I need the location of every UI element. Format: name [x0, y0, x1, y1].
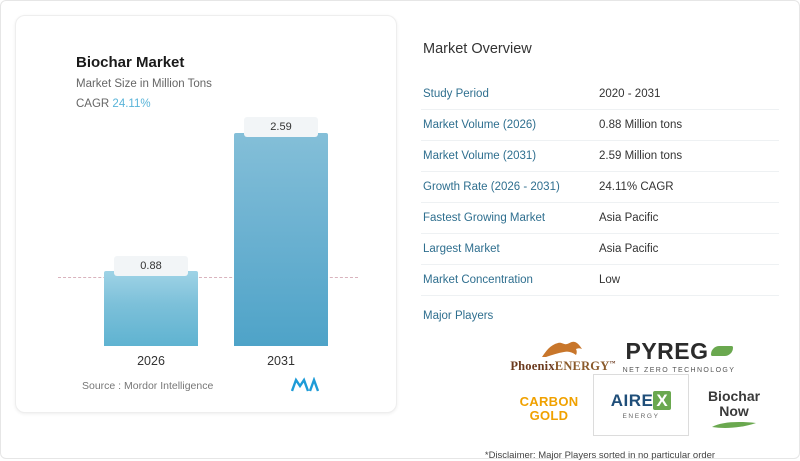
logo-airex-x: X: [653, 391, 671, 410]
logo-carbon-line2: GOLD: [529, 408, 569, 423]
logo-carbon-line1: CARBON: [519, 394, 579, 410]
horse-icon: [536, 339, 590, 359]
chart-subtitle: Market Size in Million Tons: [76, 78, 212, 90]
table-row: [421, 203, 779, 234]
row-value: 24.11% CAGR: [597, 172, 779, 203]
row-value: 2.59 Million tons: [597, 141, 779, 172]
logo-biochar-now: [689, 382, 779, 436]
bar-value-label-2026: 0.88: [114, 256, 188, 276]
logo-phoenix-line2: ENERGY: [554, 358, 610, 373]
row-key: Market Volume (2031): [421, 141, 597, 172]
logo-biochar-line2: Now: [719, 403, 749, 419]
table-row: [421, 141, 779, 172]
chart-cagr-prefix: CAGR: [76, 98, 113, 110]
chart-source: Source : Mordor Intelligence: [82, 380, 214, 392]
table-row: [421, 110, 779, 141]
chart-cagr-value: 24.11%: [112, 98, 151, 110]
bar-2031: [234, 133, 328, 346]
mordor-intelligence-logo-icon: [291, 377, 319, 393]
row-key: Study Period: [421, 79, 597, 110]
logo-airex-line2: ENERGY: [622, 412, 660, 420]
table-row: [421, 265, 779, 296]
major-players-label: Major Players: [423, 310, 494, 322]
disclaimer-text: *Disclaimer: Major Players sorted in no particular order: [484, 450, 716, 461]
leaf-icon: [711, 421, 757, 429]
logo-pyreg-line1: PYREG: [625, 338, 709, 364]
logo-biochar-text: [708, 389, 760, 418]
table-row: [421, 234, 779, 265]
row-value: Low: [597, 265, 779, 296]
logo-carbon-text: [520, 395, 579, 422]
overview-table: [421, 79, 779, 296]
bar-value-label-2031: 2.59: [244, 117, 318, 137]
row-key: Market Volume (2026): [421, 110, 597, 141]
logo-airex-line1: AIRE X: [611, 391, 671, 411]
row-key: Fastest Growing Market: [421, 203, 597, 234]
logo-airex-energy: [593, 374, 689, 436]
chart-title: Biochar Market: [76, 54, 185, 71]
logo-pyreg-line2: NET ZERO TECHNOLOGY: [622, 367, 736, 374]
logo-phoenix-line1: Phoenix: [510, 358, 555, 373]
row-value: 0.88 Million tons: [597, 110, 779, 141]
major-players-logos: [421, 330, 779, 440]
row-key: Growth Rate (2026 - 2031): [421, 172, 597, 203]
market-overview-panel: [421, 41, 781, 461]
x-axis-label-2031: 2031: [267, 354, 295, 368]
row-value: Asia Pacific: [597, 203, 779, 234]
chart-panel: [15, 15, 397, 413]
logo-carbon-gold: [505, 382, 593, 436]
table-row: [421, 79, 779, 110]
logo-biochar-line1: Biochar: [707, 388, 761, 405]
row-key: Market Concentration: [421, 265, 597, 296]
row-value: Asia Pacific: [597, 234, 779, 265]
swoosh-icon: [711, 346, 733, 356]
row-key: Largest Market: [421, 234, 597, 265]
x-axis-label-2026: 2026: [137, 354, 165, 368]
table-row: [421, 172, 779, 203]
logo-pyreg-text: [625, 338, 732, 365]
bar-chart-plot: [16, 16, 398, 414]
row-value: 2020 - 2031: [597, 79, 779, 110]
bar-2026: [104, 271, 198, 346]
logo-phoenix-text: PhoenixENERGY™: [510, 358, 616, 373]
overview-title: Market Overview: [423, 41, 532, 57]
